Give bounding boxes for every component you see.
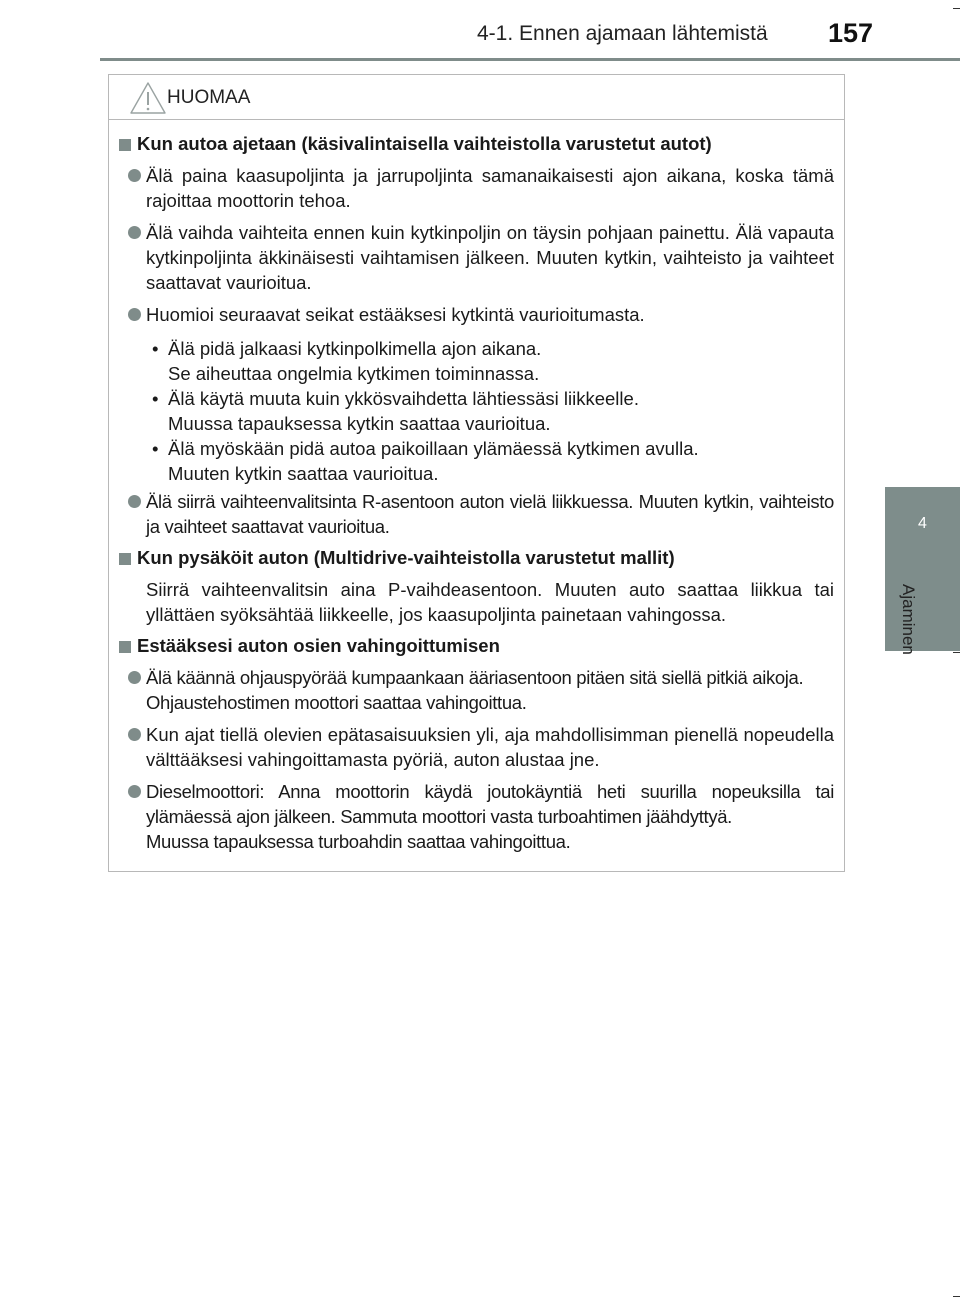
list-item: Huomioi seuraavat seikat estääksesi kytkintä vaurioitumasta. bbox=[119, 302, 834, 327]
section-heading: Kun autoa ajetaan (käsivalintaisella vaihteistolla varustetut autot) bbox=[119, 131, 834, 156]
notice-body bbox=[119, 131, 834, 854]
warning-triangle-icon bbox=[129, 81, 167, 115]
round-bullet-icon bbox=[128, 495, 141, 508]
crop-mark bbox=[953, 1296, 960, 1297]
header-rule bbox=[100, 58, 960, 61]
list-item: Älä käännä ohjauspyörää kumpaankaan ääriasentoon pitäen sitä siellä pitkiä aikoja. Ohjaustehostimen moottori saattaa vahingoittua. bbox=[119, 665, 834, 715]
dot-bullet-icon: • bbox=[152, 438, 159, 459]
chapter-number: 4 bbox=[918, 515, 927, 532]
round-bullet-icon bbox=[128, 671, 141, 684]
dot-bullet-icon: • bbox=[152, 388, 159, 409]
list-item: Dieselmoottori: Anna moottorin käydä joutokäyntiä heti suurilla nopeuksilla tai ylämäessä ajon jälkeen. Sammuta moottori vasta turboahtimen jäähdyttyä. Muussa tapauksessa turboahdin saattaa vahingoittua. bbox=[119, 779, 834, 854]
sub-list bbox=[119, 336, 834, 486]
list-item: Älä siirrä vaihteenvalitsinta R-asentoon auton vielä liikkuessa. Muuten kytkin, vaihteisto ja vaihteet saattavat vaurioitua. bbox=[119, 489, 834, 539]
notice-title: HUOMAA bbox=[167, 87, 251, 108]
round-bullet-icon bbox=[128, 308, 141, 321]
notice-box bbox=[108, 74, 845, 872]
chapter-label: Ajaminen bbox=[899, 584, 918, 655]
crop-mark bbox=[953, 8, 960, 9]
section-heading: Kun pysäköit auton (Multidrive-vaihteistolla varustetut mallit) bbox=[119, 545, 834, 570]
paragraph: Siirrä vaihteenvalitsin aina P-vaihdeasentoon. Muuten auto saattaa liikkua tai yllättäen syöksähtää liikkeelle, jos kaasupoljinta painetaan vahingossa. bbox=[146, 579, 834, 625]
sub-item: • Älä pidä jalkaasi kytkinpolkimella ajon aikana. Se aiheuttaa ongelmia kytkimen toiminnassa. bbox=[152, 338, 542, 384]
round-bullet-icon bbox=[128, 785, 141, 798]
round-bullet-icon bbox=[128, 226, 141, 239]
notice-header bbox=[109, 75, 844, 120]
round-bullet-icon bbox=[128, 728, 141, 741]
list-item: Älä vaihda vaihteita ennen kuin kytkinpoljin on täysin pohjaan painettu. Älä vapauta kytkinpoljinta äkkinäisesti vaihtamisen jälkeen. Muuten kytkin, vaihteisto ja vaihteet saattavat vaurioitua. bbox=[119, 220, 834, 295]
list-item: Kun ajat tiellä olevien epätasaisuuksien yli, aja mahdollisimman pienellä nopeudella välttääksesi vahingoittamasta pyöriä, auton alustaa jne. bbox=[119, 722, 834, 772]
square-bullet-icon bbox=[119, 641, 131, 653]
square-bullet-icon bbox=[119, 553, 131, 565]
section-title: 4-1. Ennen ajamaan lähtemistä bbox=[477, 22, 768, 45]
dot-bullet-icon: • bbox=[152, 338, 159, 359]
list-item: Älä paina kaasupoljinta ja jarrupoljinta samanaikaisesti ajon aikana, koska tämä rajoittaa moottorin tehoa. bbox=[119, 163, 834, 213]
square-bullet-icon bbox=[119, 139, 131, 151]
page-number: 157 bbox=[828, 18, 874, 48]
sub-item: • Älä käytä muuta kuin ykkösvaihdetta lähtiessäsi liikkeelle. Muussa tapauksessa kytkin saattaa vaurioitua. bbox=[152, 388, 639, 434]
round-bullet-icon bbox=[128, 169, 141, 182]
sub-item: • Älä myöskään pidä autoa paikoillaan ylämäessä kytkimen avulla. Muuten kytkin saattaa vaurioitua. bbox=[152, 438, 699, 484]
crop-mark bbox=[953, 652, 960, 653]
section-heading: Estääksesi auton osien vahingoittumisen bbox=[119, 633, 834, 658]
